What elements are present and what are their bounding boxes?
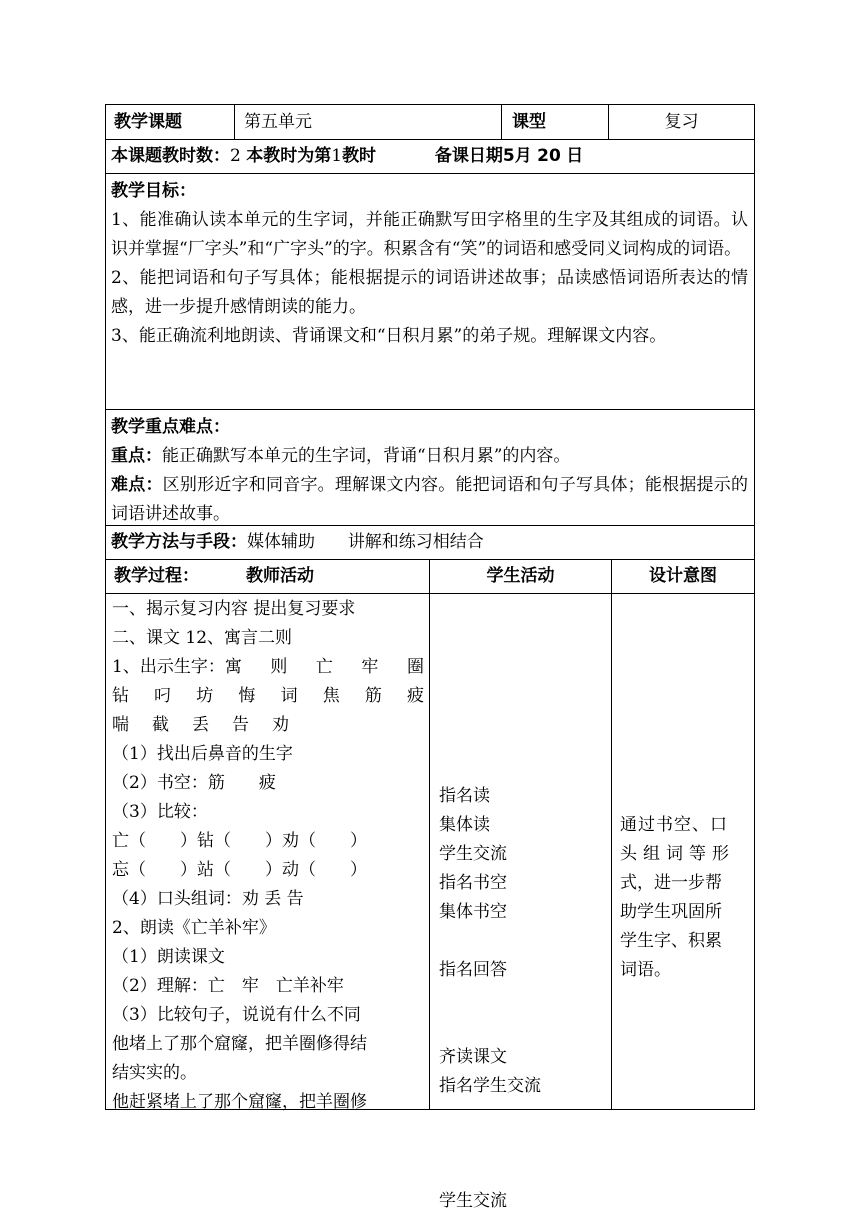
- teacher-line: 结实实的。: [112, 1063, 197, 1083]
- total-value: 2: [230, 146, 241, 166]
- methods-line: [111, 528, 484, 559]
- compare-line-2: 忘（ ）站（ ）动（ ）: [112, 860, 367, 880]
- header-row: [105, 104, 755, 139]
- new-chars-line-3: 喘 截 丢 告 劝: [112, 715, 289, 735]
- prep-day-unit: 日: [566, 146, 584, 166]
- teacher-line: （2）理解：亡 牢 亡羊补牢: [112, 976, 344, 996]
- key-label: 重点：: [111, 446, 162, 466]
- process-body-row: 一、揭示复习内容 提出复习要求 二、课文 12、寓言二则 1、出示生字：寓 则 亡 牢 圈 钻 叼 坊 悔 词 焦 筋 疲 喘 截 丢 告 劝 （1）找出后鼻音的生字 （2）书空：筋 疲 （3）比较： 亡（ ）钻（ ）劝（ ） 忘（ ）站（ ）动（ ） （4）口头组词：劝 丢 告 2、朗读《亡羊补牢》 （1）朗读课文 （2）理解：亡 牢 亡羊补牢 （3）比较句子，说说有什么不同 他堵上了那个窟窿，把羊圈修得结 结实实的。 他赶紧堵上了那个窟窿，把羊圈修 指名读 集体读 学生交流 指名书空 集体书空 指名回答 齐读课文 指名学生交流 学生交流 通过书空、口 头组词等形 式，进一步帮 助学生巩固所 学生字、积累 词语。: [105, 593, 755, 1110]
- student-line: 齐读课文: [439, 1047, 507, 1067]
- new-chars-line-1: 1、出示生字：寓 则 亡 牢 圈: [112, 657, 424, 677]
- difficult-label: 难点：: [111, 475, 163, 495]
- topic-value: 第五单元: [244, 112, 312, 132]
- student-line: 集体书空: [439, 902, 507, 922]
- intent-line: 式，进一步帮: [620, 873, 722, 893]
- methods-label: 教学方法与手段：: [111, 532, 247, 552]
- student-line: 指名读: [439, 786, 490, 806]
- type-value: 复习: [664, 112, 699, 132]
- teacher-line: 2、朗读《亡羊补牢》: [112, 918, 276, 938]
- methods-value-2: 讲解和练习相结合: [347, 532, 484, 552]
- student-line: 学生交流: [439, 844, 507, 864]
- key-points-row: [105, 409, 755, 525]
- key-points-heading: 教学重点难点：: [111, 417, 230, 437]
- current-value: 1: [331, 146, 343, 166]
- key-points-block: [111, 413, 748, 525]
- key-text: 能正确默写本单元的生字词，背诵“日积月累”的内容。: [162, 446, 571, 466]
- current-suffix: 教时: [342, 146, 377, 166]
- teacher-line: （3）比较：: [112, 802, 208, 822]
- teacher-line: （1）找出后鼻音的生字: [112, 744, 293, 764]
- student-activity-header: 学生活动: [486, 566, 555, 586]
- current-label: 本教时为第: [246, 146, 332, 166]
- prep-day: 20: [537, 146, 561, 166]
- objective-item-1: 1、能准确认读本单元的生字词，并能正确默写田字格里的生字及其组成的词语。认识并掌握“厂字头”和“广字头”的字。积累含有“笑”的词语和感受同义词构成的词语。: [111, 210, 748, 259]
- student-line: 集体读: [439, 815, 490, 835]
- student-line: 指名书空: [439, 873, 507, 893]
- objective-item-3: 3、能正确流利地朗读、背诵课文和“日积月累”的弟子规。理解课文内容。: [111, 326, 667, 346]
- prep-month: 5: [502, 146, 515, 166]
- topic-label: 教学课题: [114, 112, 182, 132]
- prep-label: 备课日期: [434, 146, 503, 166]
- new-chars-line-2: 钻 叼 坊 悔 词 焦 筋 疲: [112, 686, 424, 706]
- intent-line: 通过书空、口: [620, 815, 728, 835]
- schedule-line: [111, 142, 583, 173]
- teacher-line: 他堵上了那个窟窿，把羊圈修得结: [112, 1034, 367, 1054]
- teacher-line: （1）朗读课文: [112, 947, 225, 967]
- process-header-row: [105, 559, 755, 593]
- teacher-line: 一、揭示复习内容 提出复习要求: [112, 599, 356, 619]
- design-intent-header: 设计意图: [649, 566, 717, 586]
- design-intent: [620, 811, 748, 1109]
- process-label: 教学过程：: [114, 566, 199, 586]
- intent-line: 助学生巩固所: [620, 902, 722, 922]
- objectives-row: [105, 173, 755, 409]
- teacher-line: （3）比较句子，说说有什么不同: [112, 1005, 361, 1025]
- difficult-text: 区别形近字和同音字。理解课文内容。能把词语和句子写具体；能根据提示的词语讲述故事。: [111, 475, 749, 524]
- methods-row: [105, 525, 755, 559]
- student-line: 指名回答: [439, 960, 507, 980]
- intent-line: 词语。: [620, 960, 671, 980]
- intent-line: 学生字、积累: [620, 931, 722, 951]
- teacher-line: （2）书空：筋 疲: [112, 773, 276, 793]
- teacher-activity-header: 教师活动: [246, 566, 314, 586]
- intent-line: 头组词等形: [620, 844, 735, 864]
- student-line: 指名学生交流: [439, 1076, 541, 1096]
- student-activity: [439, 594, 609, 1109]
- objectives-block: [111, 177, 748, 409]
- lesson-plan-table: [105, 104, 755, 1211]
- schedule-row: [105, 139, 755, 173]
- teacher-activity: [112, 595, 424, 1112]
- teacher-line: 二、课文 12、寓言二则: [112, 628, 293, 648]
- type-label: 课型: [512, 112, 546, 132]
- objective-item-2: 2、能把词语和句子写具体；能根据提示的词语讲述故事；品读感悟词语所表达的情感，进一步提升感情朗读的能力。: [111, 268, 748, 317]
- methods-value-1: 媒体辅助: [247, 532, 315, 552]
- teacher-line: 他赶紧堵上了那个窟窿，把羊圈修: [112, 1092, 367, 1112]
- total-label: 本课题教时数：: [111, 146, 230, 166]
- objectives-heading: 教学目标：: [111, 181, 196, 201]
- teacher-line: （4）口头组词：劝 丢 告: [112, 889, 304, 909]
- prep-month-unit: 月: [514, 146, 532, 166]
- compare-line-1: 亡（ ）钻（ ）劝（ ）: [112, 831, 367, 851]
